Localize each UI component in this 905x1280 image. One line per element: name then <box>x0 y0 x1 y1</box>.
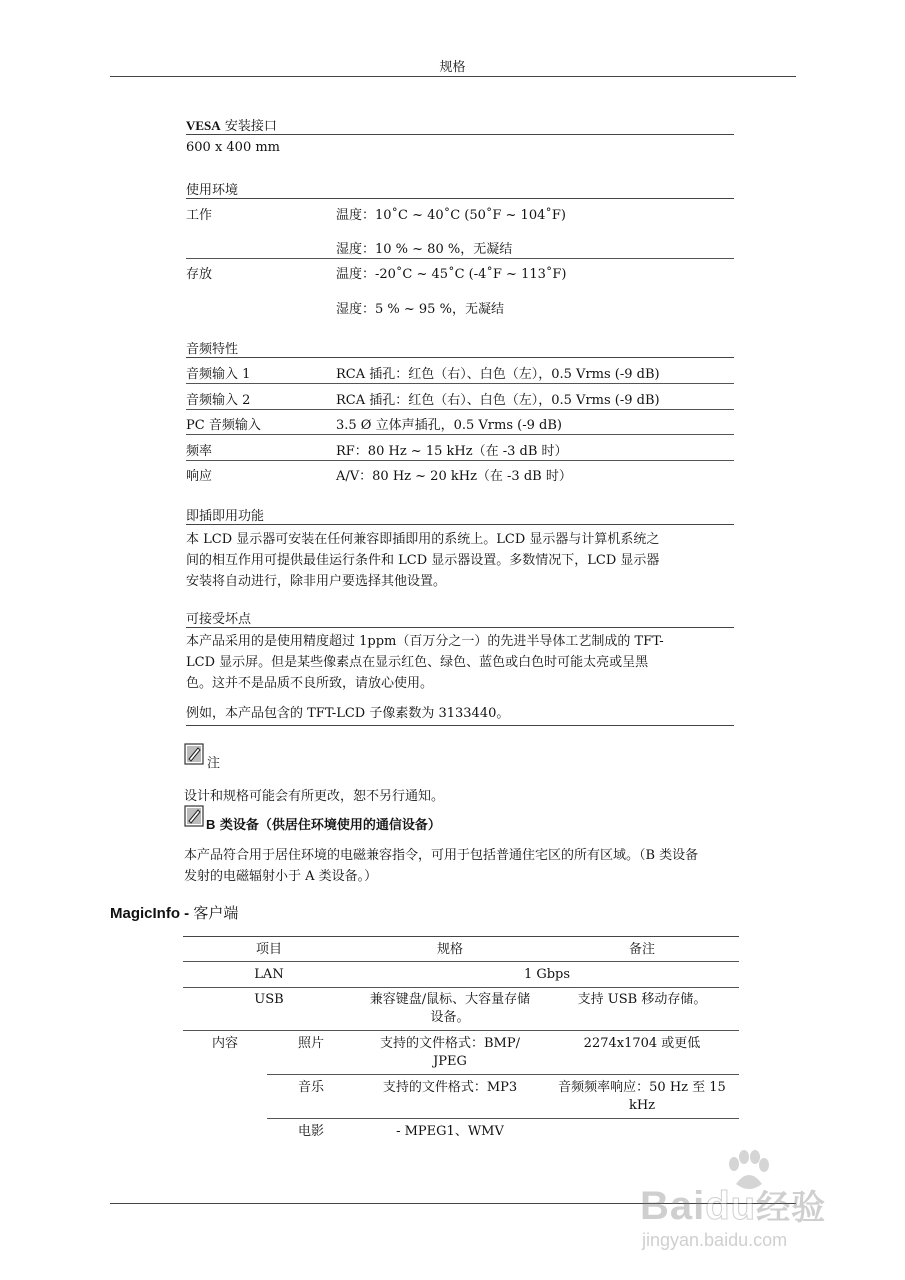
magic-content-note: 2274x1704 或更低 <box>583 1036 701 1051</box>
magic-content-sub: 照片 <box>297 1036 324 1051</box>
page-header-title: 规格 <box>439 60 466 75</box>
pixels-example: 例如，本产品包含的 TFT-LCD 子像素数为 3133440。 <box>186 706 510 721</box>
magic-usb-spec: 兼容键盘/鼠标、大容量存储 设备。 <box>369 992 531 1025</box>
audio-row-label: 音频输入 1 <box>186 367 251 382</box>
plugplay-rule <box>186 524 734 525</box>
magic-content-label: 内容 <box>211 1036 238 1051</box>
audio-row-label: 音频输入 2 <box>186 393 251 408</box>
magic-table-rule <box>183 987 739 988</box>
audio-row-value: RCA 插孔：红色（右）、白色（左），0.5 Vrms (-9 dB) <box>336 393 660 408</box>
audio-row-label: 响应 <box>186 469 213 484</box>
magic-content-spec: 支持的文件格式：BMP/ JPEG <box>380 1036 520 1069</box>
env-operating-humidity: 湿度：10 % ~ 80 %，无凝结 <box>336 242 513 257</box>
magicinfo-title: MagicInfo - 客户端 <box>110 904 239 922</box>
magic-usb-note: 支持 USB 移动存储。 <box>577 992 707 1007</box>
note-label: 注 <box>207 756 221 771</box>
audio-row-label: PC 音频输入 <box>186 418 261 433</box>
environment-rule <box>186 198 734 199</box>
plugplay-paragraph: 本 LCD 显示器可安装在任何兼容即插即用的系统上。LCD 显示器与计算机系统之 间的相互作用可提供最佳运行条件和 LCD 显示器设置。多数情况下，LCD 显示器 安装将自动进行，除非用户要选择其他设置。 <box>186 532 660 589</box>
magic-header-note: 备注 <box>628 942 655 957</box>
header-rule <box>110 76 796 77</box>
class-b-title: B 类设备（供居住环境使用的通信设备） <box>206 817 441 833</box>
note-pencil-icon <box>184 743 204 765</box>
pixels-paragraph: 本产品采用的是使用精度超过 1ppm（百万分之一）的先进半导体工艺制成的 TFT- LCD 显示屏。但是某些像素点在显示红色、绿色、蓝色或白色时可能太亮或呈黑 色。这并不是品质不良所致，请放心使用。 <box>186 634 664 691</box>
audio-rule <box>186 357 734 358</box>
magic-content-sub: 电影 <box>297 1124 324 1139</box>
vesa-section-title: VESA 安装接口 <box>186 118 277 134</box>
audio-row-value: RCA 插孔：红色（右）、白色（左），0.5 Vrms (-9 dB) <box>336 367 660 382</box>
env-storage-humidity: 湿度：5 % ~ 95 %，无凝结 <box>336 302 504 317</box>
env-row-divider <box>186 258 734 259</box>
env-operating-label: 工作 <box>186 208 213 223</box>
audio-row-value: A/V：80 Hz ~ 20 kHz（在 -3 dB 时） <box>336 469 572 484</box>
environment-section-title: 使用环境 <box>186 183 239 198</box>
magic-content-spec: - MPEG1、WMV <box>396 1124 504 1139</box>
env-storage-label: 存放 <box>186 267 213 282</box>
audio-row-value: RF：80 Hz ~ 15 kHz（在 -3 dB 时） <box>336 444 568 459</box>
plugplay-section-title: 即插即用功能 <box>186 509 265 524</box>
vesa-value: 600 x 400 mm <box>186 140 281 155</box>
magic-content-spec: 支持的文件格式：MP3 <box>382 1080 518 1095</box>
audio-row-divider <box>186 460 734 461</box>
magic-lan-item: LAN <box>254 967 284 982</box>
magic-table-rule <box>267 1074 739 1075</box>
pixels-bottom-rule <box>186 725 734 726</box>
audio-row-divider <box>186 383 734 384</box>
magic-table-header-rule <box>183 961 739 962</box>
audio-row-value: 3.5 Ø 立体声插孔，0.5 Vrms (-9 dB) <box>336 418 562 433</box>
audio-row-divider <box>186 434 734 435</box>
magic-header-item: 项目 <box>255 942 282 957</box>
audio-row-label: 频率 <box>186 444 213 459</box>
baidu-watermark: Baidu经验 jingyan.baidu.com <box>640 1150 870 1270</box>
magic-table-rule <box>183 1030 739 1031</box>
pixels-rule <box>186 627 734 628</box>
magic-content-sub: 音乐 <box>297 1080 324 1095</box>
magic-table-rule <box>267 1118 739 1119</box>
magic-header-spec: 规格 <box>436 942 463 957</box>
note-text: 设计和规格可能会有所更改，恕不另行通知。 <box>184 789 445 804</box>
magic-usb-item: USB <box>254 992 284 1007</box>
magic-lan-spec: 1 Gbps <box>523 967 571 982</box>
audio-section-title: 音频特性 <box>186 342 239 357</box>
magic-content-note: 音频频率响应：50 Hz 至 15 kHz <box>558 1080 726 1113</box>
audio-row-divider <box>186 409 734 410</box>
magic-table-top-rule <box>183 936 739 937</box>
class-b-paragraph: 本产品符合用于居住环境的电磁兼容指令，可用于包括普通住宅区的所有区域。（B 类设备 发射的电磁辐射小于 A 类设备。） <box>184 848 699 884</box>
vesa-rule <box>186 134 734 135</box>
env-operating-temp: 温度：10˚C ~ 40˚C (50˚F ~ 104˚F) <box>336 208 566 223</box>
class-b-note-icon <box>184 805 204 827</box>
env-storage-temp: 温度：-20˚C ~ 45˚C (-4˚F ~ 113˚F) <box>336 267 567 282</box>
pixels-section-title: 可接受坏点 <box>186 612 252 627</box>
